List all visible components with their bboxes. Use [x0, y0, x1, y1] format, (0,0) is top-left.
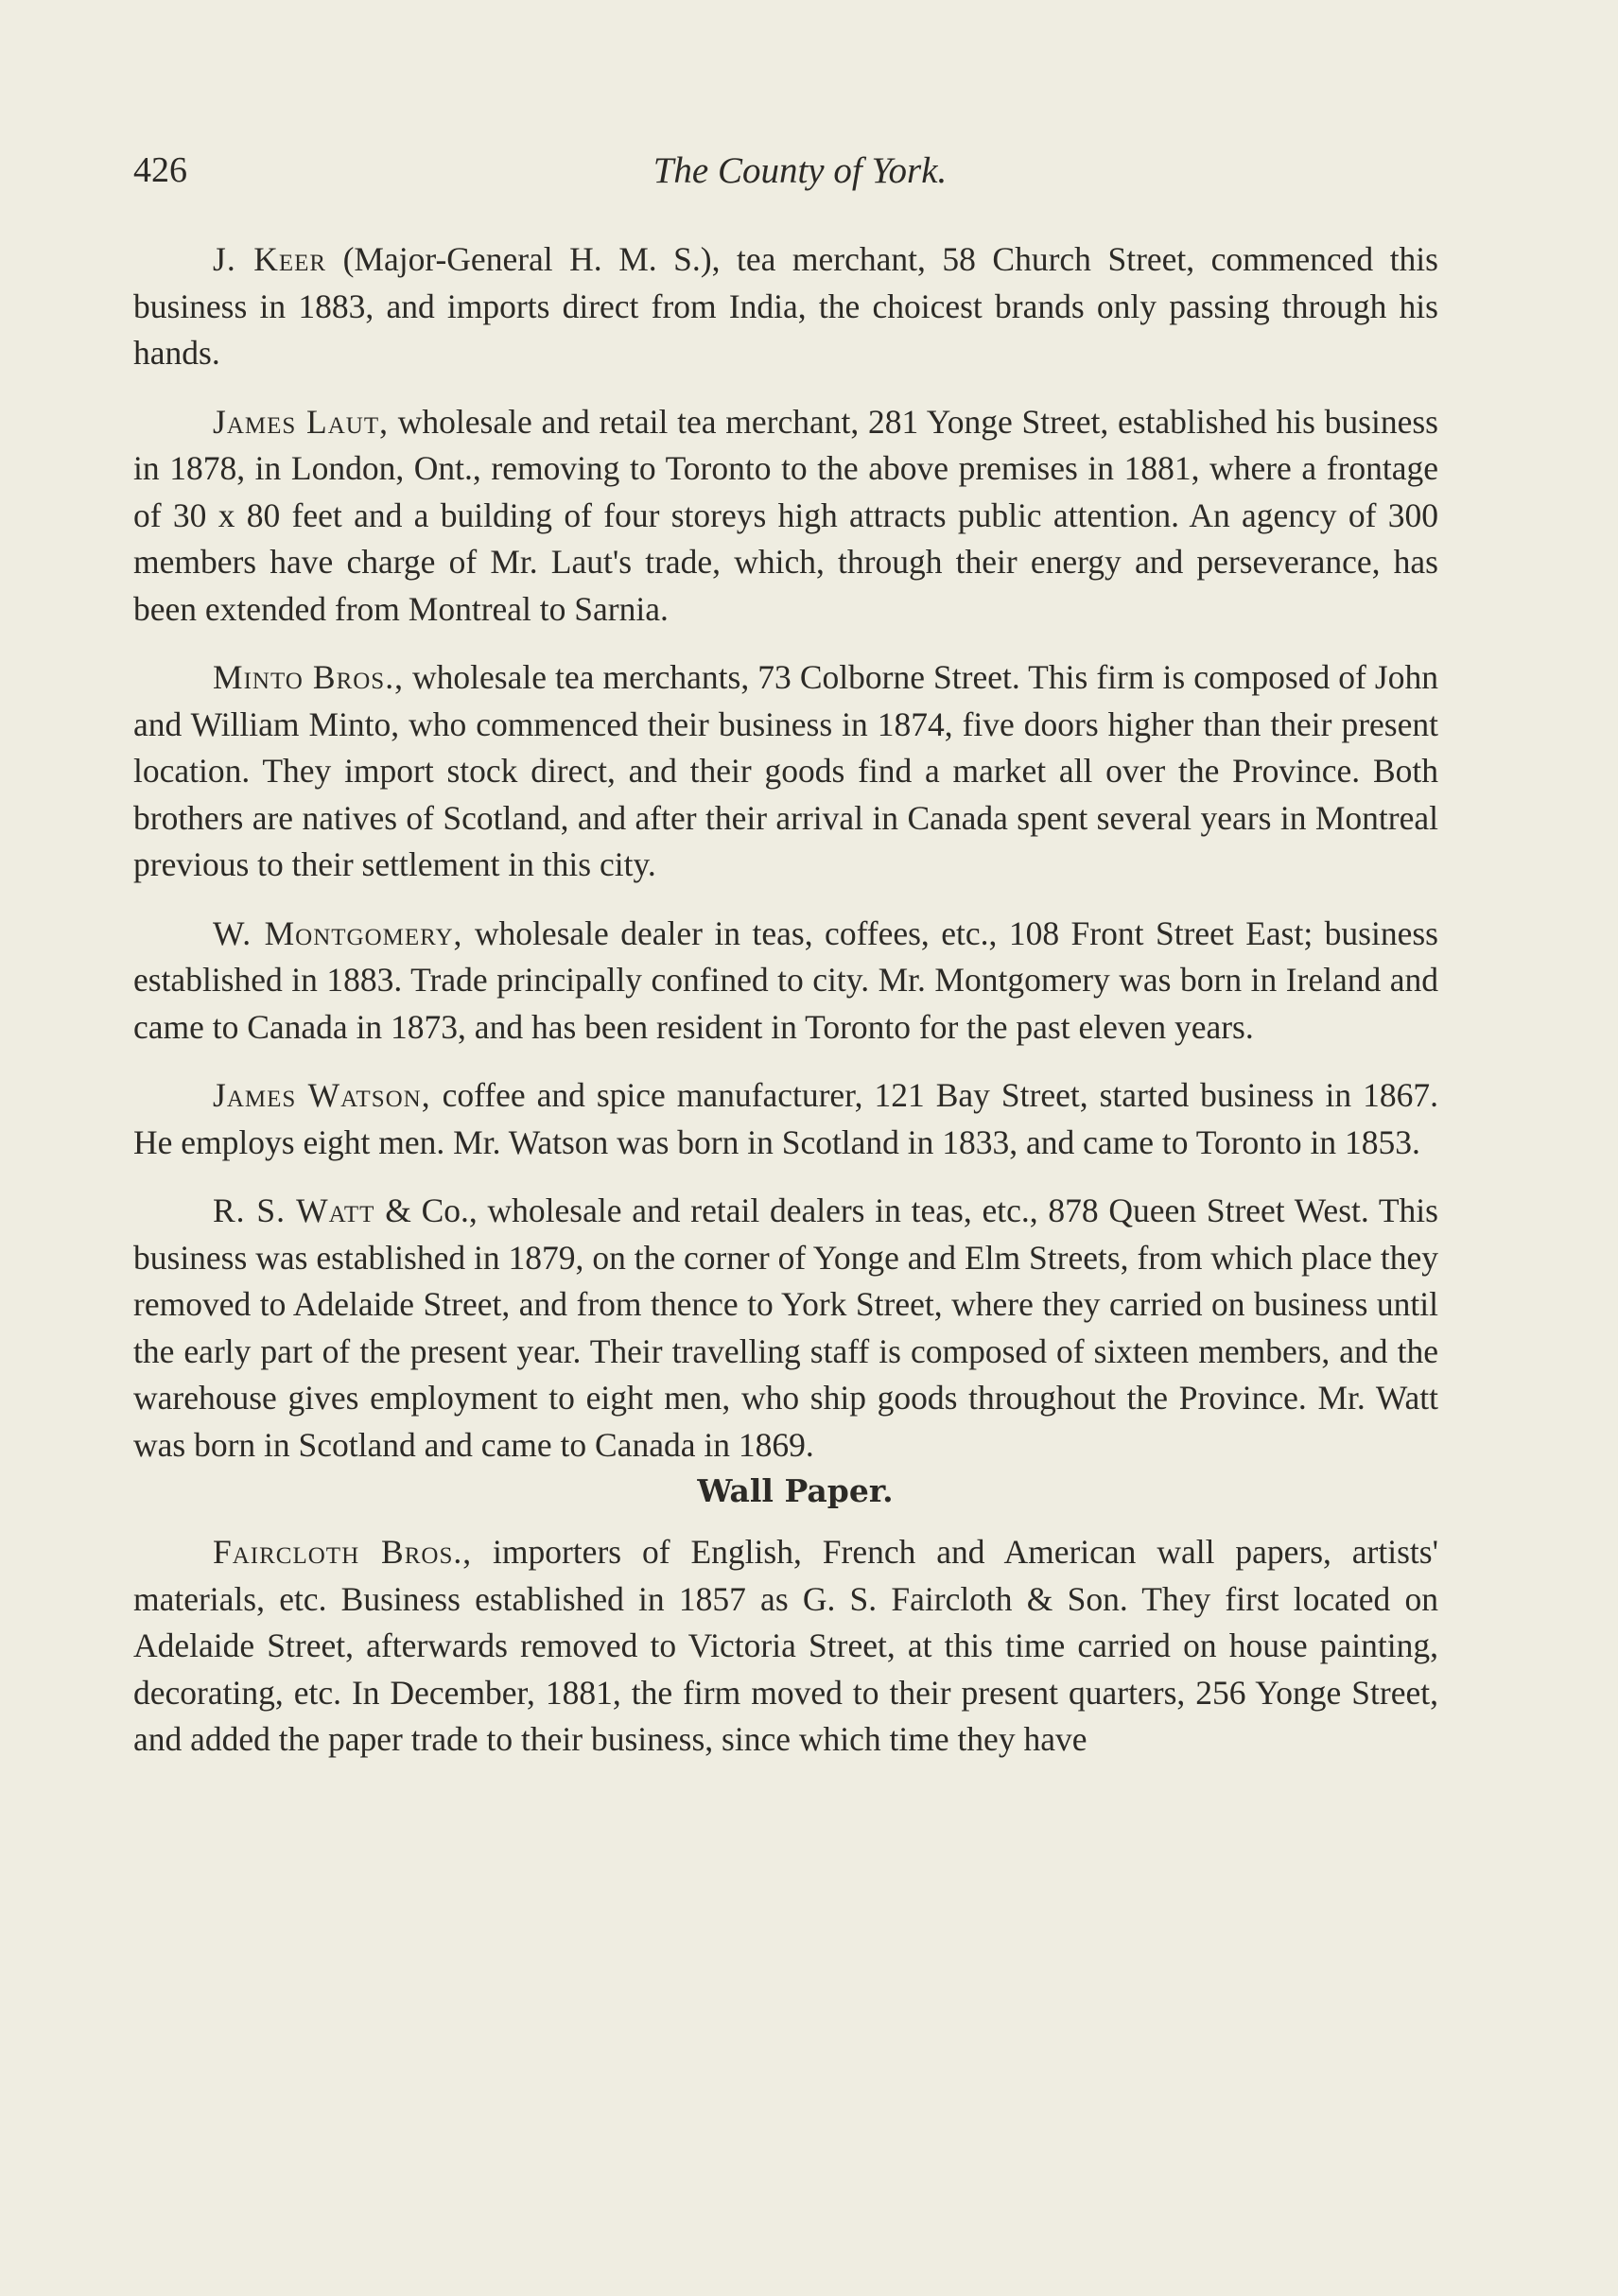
page-number: 426 [133, 150, 187, 190]
entry-text: wholesale dealer in teas, coffees, etc., 108 Front Street East; business established in 1883. Trade principally confined to city. Mr. Montgomery was born in Ireland and came to Canada in 1873, and has been resident in Toronto for the past eleven years. [133, 913, 1438, 1046]
entry-text: & Co., wholesale and retail dealers in teas, etc., 878 Queen Street West. This business was established in 1879, on the corner of Yonge and Elm Streets, from which place they removed to Adelaide Street, and from thence to York Street, where they carried on business until the early part of the present year. Their travelling staff is composed of sixteen members, and the warehouse gives employment to eight men, who ship goods throughout the Province. Mr. Watt was born in Scotland and came to Canada in 1869. [133, 1191, 1438, 1464]
entry-laut [133, 399, 1438, 634]
entry-faircloth [133, 1529, 1438, 1764]
entry-text: coffee and spice manufacturer, 121 Bay Street, started business in 1867. He employs eight men. Mr. Watson was born in Scotland in 1833, and came to Toronto in 1853. [133, 1076, 1438, 1161]
entry-name: J. Keer [213, 240, 327, 278]
entry-name: W. Montgomery, [213, 913, 463, 952]
entry-text: (Major-General H. M. S.), tea merchant, 58 Church Street, commenced this business in 1883, and imports direct from India, the choicest brands only passing through his hands. [133, 240, 1438, 372]
entry-name: James Laut, [213, 402, 389, 441]
section-heading-wall-paper: Wall Paper. [697, 1472, 894, 1509]
body-text [133, 236, 1438, 1785]
entry-minto [133, 654, 1438, 889]
entry-name: Faircloth Bros., [213, 1533, 473, 1571]
entry-name: Minto Bros., [213, 658, 404, 696]
entry-text: wholesale and retail tea merchant, 281 Yonge Street, established his business in 1878, in London, Ont., removing to Toronto to the above premises in 1881, where a frontage of 30 x 80 feet and a building of four storeys high attracts public attention. An agency of 300 members have charge of Mr. Laut's trade, which, through their energy and perseverance, has been extended from Montreal to Sarnia. [133, 402, 1438, 628]
running-title: The County of York. [652, 150, 948, 191]
entry-watson [133, 1072, 1438, 1166]
entry-text: wholesale tea merchants, 73 Colborne Street. This firm is composed of John and William Minto, who commenced their business in 1874, five doors higher than their present location. They import stock direct, and their goods find a market all over the Province. Both brothers are natives of Scotland, and after their arrival in Canada spent several years in Montreal previous to their settlement in this city. [133, 658, 1438, 883]
entry-watt [133, 1188, 1438, 1469]
page-header [133, 149, 1438, 197]
entry-name: R. S. Watt [213, 1191, 375, 1229]
entry-text: importers of English, French and American wall papers, artists' materials, etc. Business established in 1857 as G. S. Faircloth & Son. They first located on Adelaide Street, afterwards removed to Victoria Street, at this time carried on house painting, decorating, etc. In December, 1881, the firm moved to their present quarters, 256 Yonge Street, and added the paper trade to their business, since which time they have [133, 1533, 1438, 1758]
entry-keer [133, 236, 1438, 377]
entry-name: James Watson, [213, 1076, 431, 1114]
entry-montgomery [133, 911, 1438, 1052]
